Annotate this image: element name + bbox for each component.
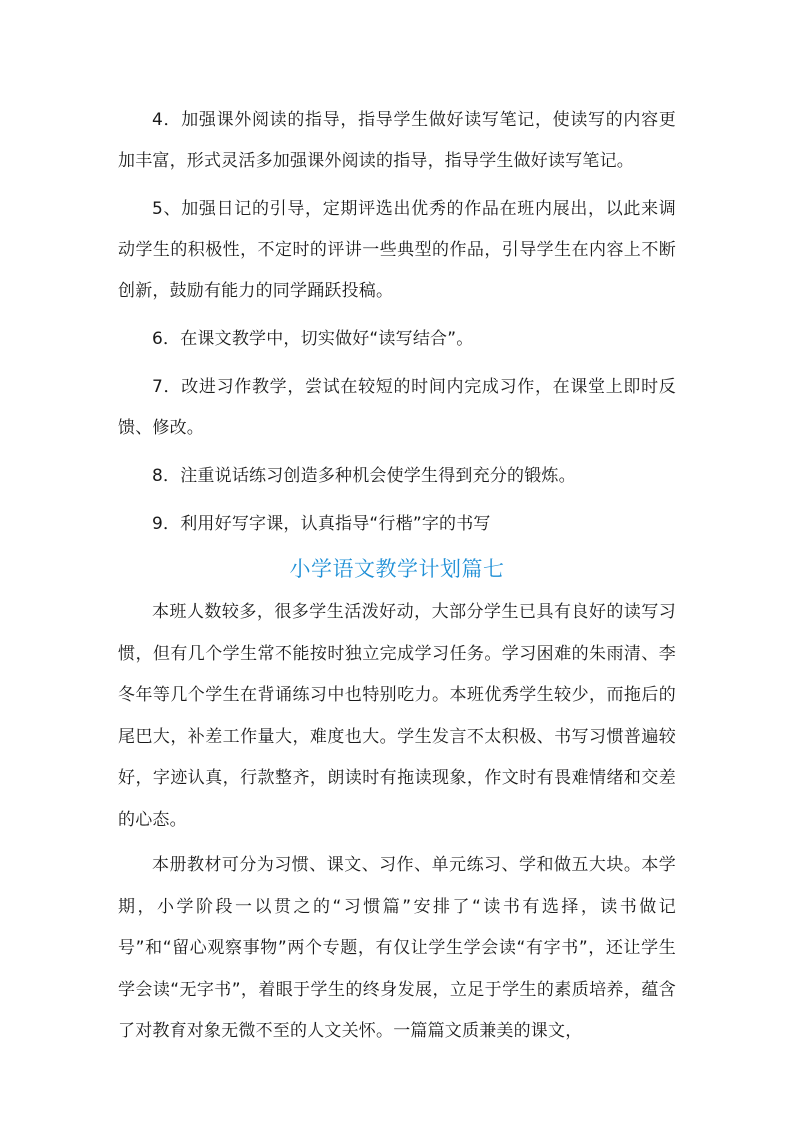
section-heading: 小学语文教学计划篇七 — [289, 557, 505, 581]
paragraph-item-9: 9．利用好写字课，认真指导“行楷”字的书写 — [152, 514, 491, 534]
paragraph-item-6: 6．在课文教学中，切实做好“读写结合”。 — [152, 329, 474, 349]
teaching-measures-list — [118, 100, 676, 545]
section-body — [118, 592, 676, 1053]
paragraph-textbook-analysis: 本册教材可分为习惯、课文、习作、单元练习、学和做五大块。本学期，小学阶段一以贯之的“习惯篇”安排了“读书有选择，读书做记号”和“留心观察事物”两个专题，有仅让学生学会读“有字书”，还让学生学会读“无字书”，着眼于学生的终身发展，立足于学生的素质培养，蕴含了对教育对象无微不至的人文关怀。一篇篇文质兼美的课文， — [118, 855, 676, 1041]
document-body — [118, 100, 676, 1057]
paragraph-item-7: 7．改进习作教学，尝试在较短的时间内完成习作，在课堂上即时反馈、修改。 — [118, 377, 676, 438]
paragraph-item-8: 8．注重说话练习创造多种机会使学生得到充分的锻炼。 — [152, 466, 576, 486]
paragraph-item-5: 5、加强日记的引导，定期评选出优秀的作品在班内展出，以此来调动学生的积极性，不定时的评讲一些典型的作品，引导学生在内容上不断创新，鼓励有能力的同学踊跃投稿。 — [118, 199, 676, 301]
paragraph-item-4: 4．加强课外阅读的指导，指导学生做好读写笔记，使读写的内容更加丰富，形式灵活多加强课外阅读的指导，指导学生做好读写笔记。 — [118, 110, 676, 171]
paragraph-class-situation: 本班人数较多，很多学生活泼好动，大部分学生已具有良好的读写习惯，但有几个学生常不能按时独立完成学习任务。学习困难的朱雨清、李冬年等几个学生在背诵练习中也特别吃力。本班优秀学生较少，而拖后的尾巴大，补差工作量大，难度也大。学生发言不太积极、书写习惯普遍较好，字迹认真，行款整齐，朗读时有拖读现象，作文时有畏难情绪和交差的心态。 — [118, 602, 676, 830]
